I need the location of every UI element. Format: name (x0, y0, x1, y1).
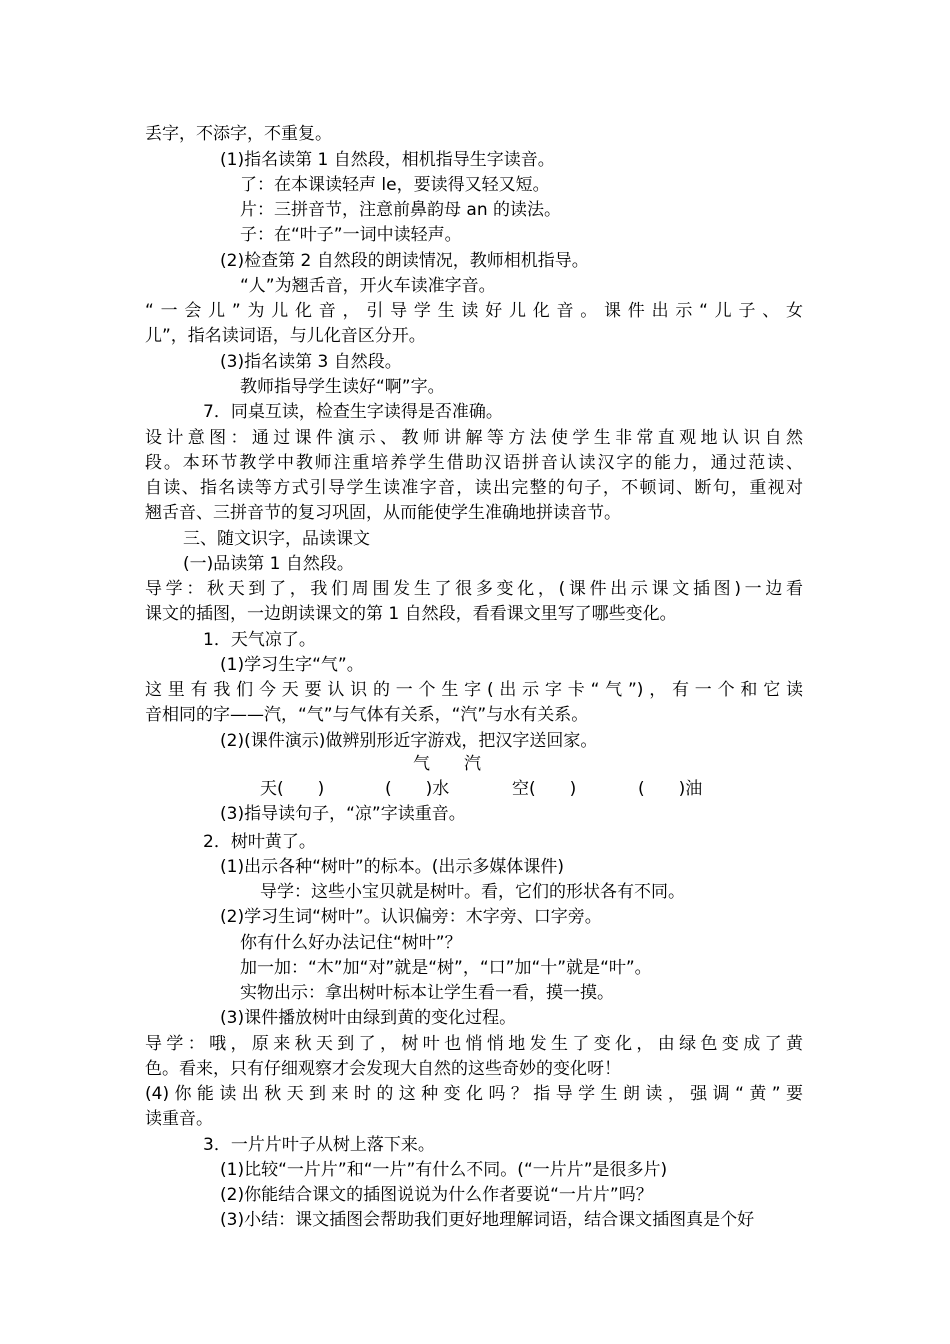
text-line: (1)指名读第 1 自然段，相机指导生字读音。 (220, 150, 555, 170)
text-line: (4)你能读出秋天到来时的这种变化吗？指导学生朗读，强调“黄”要 (145, 1084, 803, 1104)
fill-blank: ( )水 (385, 779, 450, 799)
text-line: 设计意图：通过课件演示、教师讲解等方法使学生非常直观地认识自然 (145, 428, 803, 448)
text-line: (3)指导读句子，“凉”字读重音。 (220, 804, 466, 824)
text-line: 1．天气凉了。 (203, 630, 316, 650)
text-line: 7．同桌互读，检查生字读得是否准确。 (203, 402, 503, 422)
text-line: 教师指导学生读好“啊”字。 (240, 377, 445, 397)
text-line: (3)指名读第 3 自然段。 (220, 352, 402, 372)
text-line: (3)课件播放树叶由绿到黄的变化过程。 (220, 1008, 517, 1028)
text-line: (1)出示各种“树叶”的标本。(出示多媒体课件) (220, 857, 564, 877)
text-line: (1)比较“一片片”和“一片”有什么不同。(“一片片”是很多片) (220, 1160, 668, 1180)
text-line: “人”为翘舌音，开火车读准字音。 (240, 276, 496, 296)
section-heading: 三、随文识字，品读课文 (183, 529, 370, 549)
text-line: 儿”，指名读词语，与儿化音区分开。 (145, 326, 426, 346)
text-line: 翘舌音、三拼音节的复习巩固，从而能使学生准确地拼读音节。 (145, 503, 621, 523)
text-line: 导学：这些小宝贝就是树叶。看，它们的形状各有不同。 (260, 882, 685, 902)
text-line: 子：在“叶子”一词中读轻声。 (240, 225, 462, 245)
text-line: 音相同的字——汽，“气”与气体有关系，“汽”与水有关系。 (145, 705, 589, 725)
text-line: 3．一片片叶子从树上落下来。 (203, 1135, 435, 1155)
text-line: (2)(课件演示)做辨别形近字游戏，把汉字送回家。 (220, 731, 598, 751)
text-line: 读重音。 (145, 1109, 213, 1129)
text-line: 色。看来，只有仔细观察才会发现大自然的这些奇妙的变化呀！ (145, 1059, 621, 1079)
fill-blank: ( )油 (638, 779, 703, 799)
fill-blank: 天( ) (260, 779, 325, 799)
text-line: 自读、指名读等方式引导学生读准字音，读出完整的句子，不顿词、断句，重视对 (145, 478, 803, 498)
text-line: 段。本环节教学中教师注重培养学生借助汉语拼音认读汉字的能力，通过范读、 (145, 453, 803, 473)
fill-blank: 空( ) (512, 779, 577, 799)
text-line: “一会儿”为儿化音，引导学生读好儿化音。课件出示“儿子、女 (145, 301, 803, 321)
text-line: 片：三拼音节，注意前鼻韵母 an 的读法。 (240, 200, 561, 220)
text-line: 课文的插图，一边朗读课文的第 1 自然段，看看课文里写了哪些变化。 (145, 604, 677, 624)
text-line: 2．树叶黄了。 (203, 832, 316, 852)
text-line: 导学：哦，原来秋天到了，树叶也悄悄地发生了变化，由绿色变成了黄 (145, 1034, 803, 1054)
text-line: (3)小结：课文插图会帮助我们更好地理解词语，结合课文插图真是个好 (220, 1210, 755, 1230)
text-line: 丢字，不添字，不重复。 (145, 124, 332, 144)
text-line: 导学：秋天到了，我们周围发生了很多变化，(课件出示课文插图)一边看 (145, 579, 803, 599)
text-line: 实物出示：拿出树叶标本让学生看一看，摸一摸。 (240, 983, 614, 1003)
text-line: (一)品读第 1 自然段。 (183, 554, 354, 574)
text-line: 这里有我们今天要认识的一个生字(出示字卡“气”)，有一个和它读 (145, 680, 803, 700)
text-line: 你有什么好办法记住“树叶”？ (240, 933, 462, 953)
text-line: 加一加：“木”加“对”就是“树”，“口”加“十”就是“叶”。 (240, 958, 652, 978)
text-line: (2)你能结合课文的插图说说为什么作者要说“一片片”吗？ (220, 1185, 653, 1205)
text-line: (1)学习生字“气”。 (220, 655, 364, 675)
character-pair: 气 汽 (413, 754, 481, 774)
text-line: 了：在本课读轻声 le，要读得又轻又短。 (240, 175, 550, 195)
text-line: (2)检查第 2 自然段的朗读情况，教师相机指导。 (220, 251, 589, 271)
text-line: (2)学习生词“树叶”。认识偏旁：木字旁、口字旁。 (220, 907, 602, 927)
